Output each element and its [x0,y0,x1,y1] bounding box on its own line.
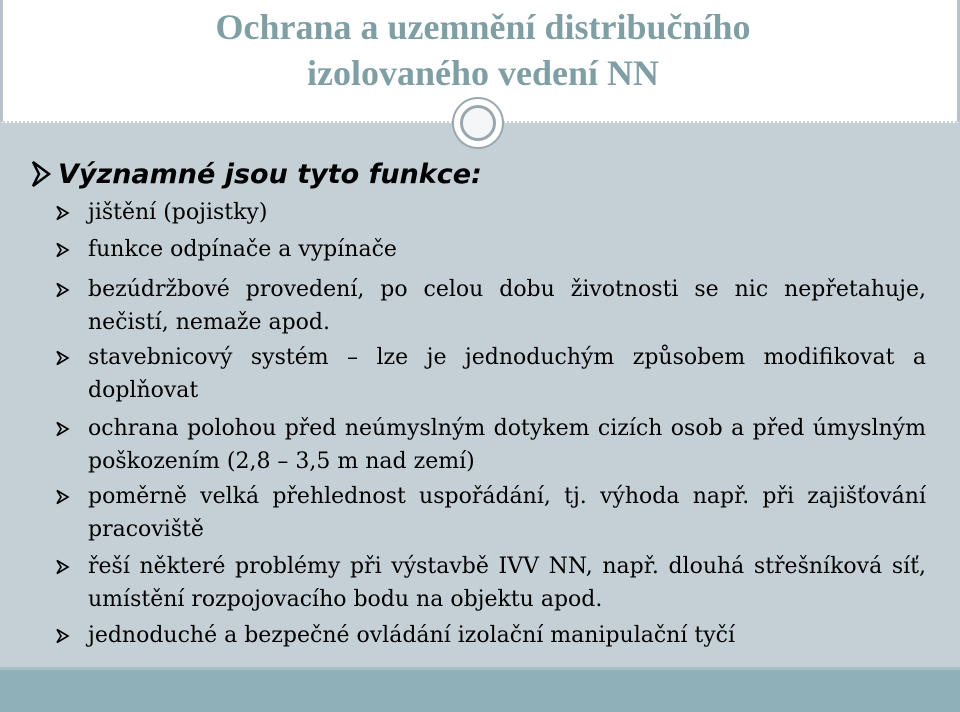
arrow-bullet-icon [55,242,70,258]
arrow-bullet-icon [55,628,70,644]
list-item [88,341,926,407]
list-item-text: jednoduché a bezpečné ovládání izolační manipulační tyčí [88,623,736,648]
list-item [88,196,926,229]
list-item [88,619,926,652]
slide-title [3,4,960,96]
list-item-text: řeší některé problémy při výstavbě IVV NN, např. dlouhá střešníková síť, umístění rozpojovacího bodu na objektu apod. [88,554,926,612]
arrow-bullet-icon [55,489,70,505]
list-item-text: ochrana polohou před neúmyslným dotykem cizích osob a před úmyslným poškozením (2,8 – 3,5 m nad zemí) [88,416,926,474]
list-item [88,412,926,478]
decorative-circle-icon [452,97,504,149]
list-item-text: bezúdržbové provedení, po celou dobu životnosti se nic nepřetahuje, nečistí, nemaže apod. [88,277,926,335]
list-item-text: funkce odpínače a vypínače [88,237,397,262]
section-heading: Významné jsou tyto funkce: [58,158,482,190]
arrow-bullet-icon [55,205,70,221]
list-item [88,273,926,339]
list-item-text: stavebnicový systém – lze je jednoduchým způsobem modifikovat a doplňovat [88,345,926,403]
list-item [88,480,926,546]
list-item-text: poměrně velká přehlednost uspořádání, tj. výhoda např. při zajišťování pracoviště [88,484,926,542]
arrow-bullet-icon [55,282,70,298]
arrow-bullet-icon [55,559,70,575]
arrow-bullet-icon [55,350,70,366]
heading-row [30,154,482,194]
arrow-bullet-icon [30,159,52,189]
list-item [88,233,926,266]
title-line-1: Ochrana a uzemnění distribučního [215,7,751,47]
list-item [88,550,926,616]
bottom-band [0,670,960,712]
list-item-text: jištění (pojistky) [88,200,268,225]
title-line-2: izolovaného vedení NN [306,53,659,93]
arrow-bullet-icon [55,421,70,437]
